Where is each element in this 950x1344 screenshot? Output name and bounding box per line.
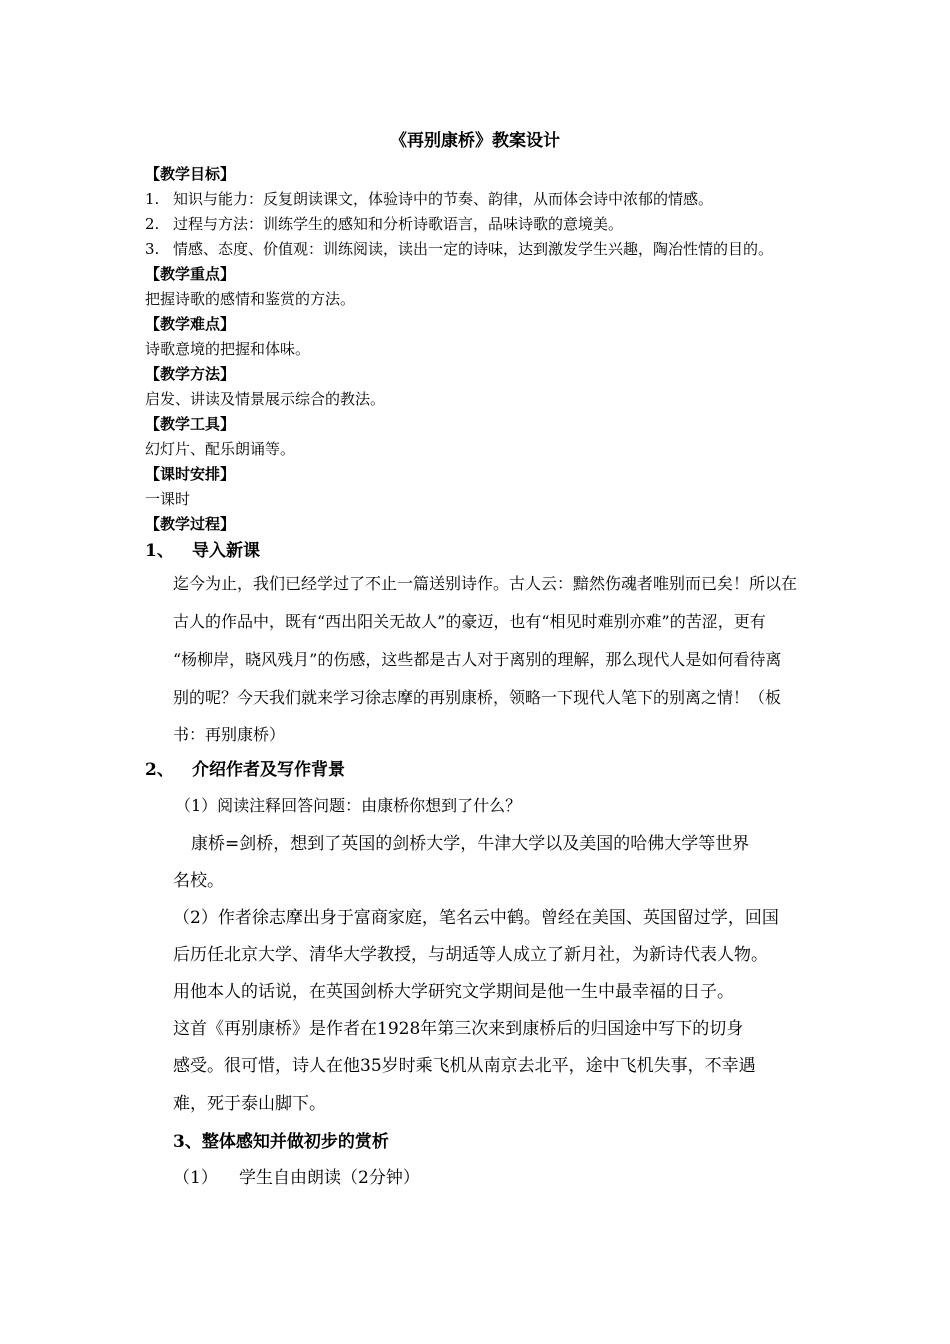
objective-item	[145, 238, 773, 259]
key-point-text: 把握诗歌的感情和鉴赏的方法。	[145, 290, 356, 308]
paragraph-line: （2）作者徐志摩出身于富商家庭，笔名云中鹤。曾经在美国、英国留过学，回国	[173, 908, 779, 928]
section-title: 介绍作者及写作背景	[192, 760, 345, 780]
paragraph-line: 感受。很可惜，诗人在他35岁时乘飞机从南京去北平，途中飞机失事，不幸遇	[173, 1056, 756, 1076]
paragraph-line: 别的呢？今天我们就来学习徐志摩的再别康桥，领略一下现代人笔下的别离之情！（板	[173, 688, 782, 707]
objective-num: 1.	[145, 190, 160, 208]
method-heading: 【教学方法】	[145, 365, 236, 383]
paragraph-line: 后历任北京大学、清华大学教授，与胡适等人成立了新月社，为新诗代表人物。	[173, 945, 768, 965]
section-heading	[145, 536, 260, 561]
process-heading: 【教学过程】	[145, 515, 236, 533]
objective-num: 3.	[145, 240, 160, 258]
section-heading: 3、整体感知并做初步的赏析	[173, 1132, 389, 1152]
subsection-number: （1）	[173, 1168, 218, 1188]
paragraph-line: 古人的作品中，既有“西出阳关无故人”的豪迈，也有“相见时难别亦难”的苦涩，更有	[173, 612, 766, 631]
paragraph-line: 用他本人的话说，在英国剑桥大学研究文学期间是他一生中最幸福的日子。	[173, 982, 734, 1002]
difficulty-heading: 【教学难点】	[145, 315, 236, 333]
section-number: 2、	[145, 760, 174, 780]
schedule-text: 一课时	[145, 490, 191, 508]
objective-text: 过程与方法：训练学生的感知和分析诗歌语言，品味诗歌的意境美。	[173, 215, 624, 233]
method-text: 启发、讲读及情景展示综合的教法。	[145, 390, 386, 408]
paragraph-line: 书：再别康桥）	[173, 725, 286, 744]
subsection-line	[173, 1163, 420, 1188]
tools-heading: 【教学工具】	[145, 415, 236, 433]
paragraph-line: （1）阅读注释回答问题：由康桥你想到了什么？	[175, 796, 522, 815]
subsection-text: 学生自由朗读（2分钟）	[239, 1168, 420, 1188]
paragraph-line: 名校。	[173, 871, 224, 891]
document-title: 《再别康桥》教案设计	[390, 131, 560, 151]
objective-num: 2.	[145, 215, 160, 233]
objective-text: 知识与能力：反复朗读课文，体验诗中的节奏、韵律，从而体会诗中浓郁的情感。	[173, 190, 714, 208]
paragraph-line: 康桥=剑桥，想到了英国的剑桥大学，牛津大学以及美国的哈佛大学等世界	[191, 834, 750, 854]
paragraph-line: 迄今为止，我们已经学过了不止一篇送别诗作。古人云：黯然伤魂者唯别而已矣！所以在	[173, 574, 798, 593]
paragraph-line: 难，死于泰山脚下。	[173, 1094, 326, 1114]
paragraph-line: “杨柳岸，晓风残月”的伤感，这些都是古人对于离别的理解，那么现代人是如何看待离	[173, 650, 782, 669]
tools-text: 幻灯片、配乐朗诵等。	[145, 440, 296, 458]
section-heading	[145, 755, 345, 780]
paragraph-line: 这首《再别康桥》是作者在1928年第三次来到康桥后的归国途中写下的切身	[173, 1019, 744, 1039]
section-number: 1、	[145, 541, 174, 561]
objective-text: 情感、态度、价值观：训练阅读，读出一定的诗味，达到激发学生兴趣，陶冶性情的目的。	[173, 240, 774, 258]
objective-item	[145, 213, 623, 234]
difficulty-text: 诗歌意境的把握和体味。	[145, 340, 311, 358]
objective-item	[145, 188, 713, 209]
key-point-heading: 【教学重点】	[145, 265, 236, 283]
section-title: 导入新课	[192, 541, 260, 561]
objectives-heading: 【教学目标】	[145, 165, 236, 183]
schedule-heading: 【课时安排】	[145, 465, 236, 483]
